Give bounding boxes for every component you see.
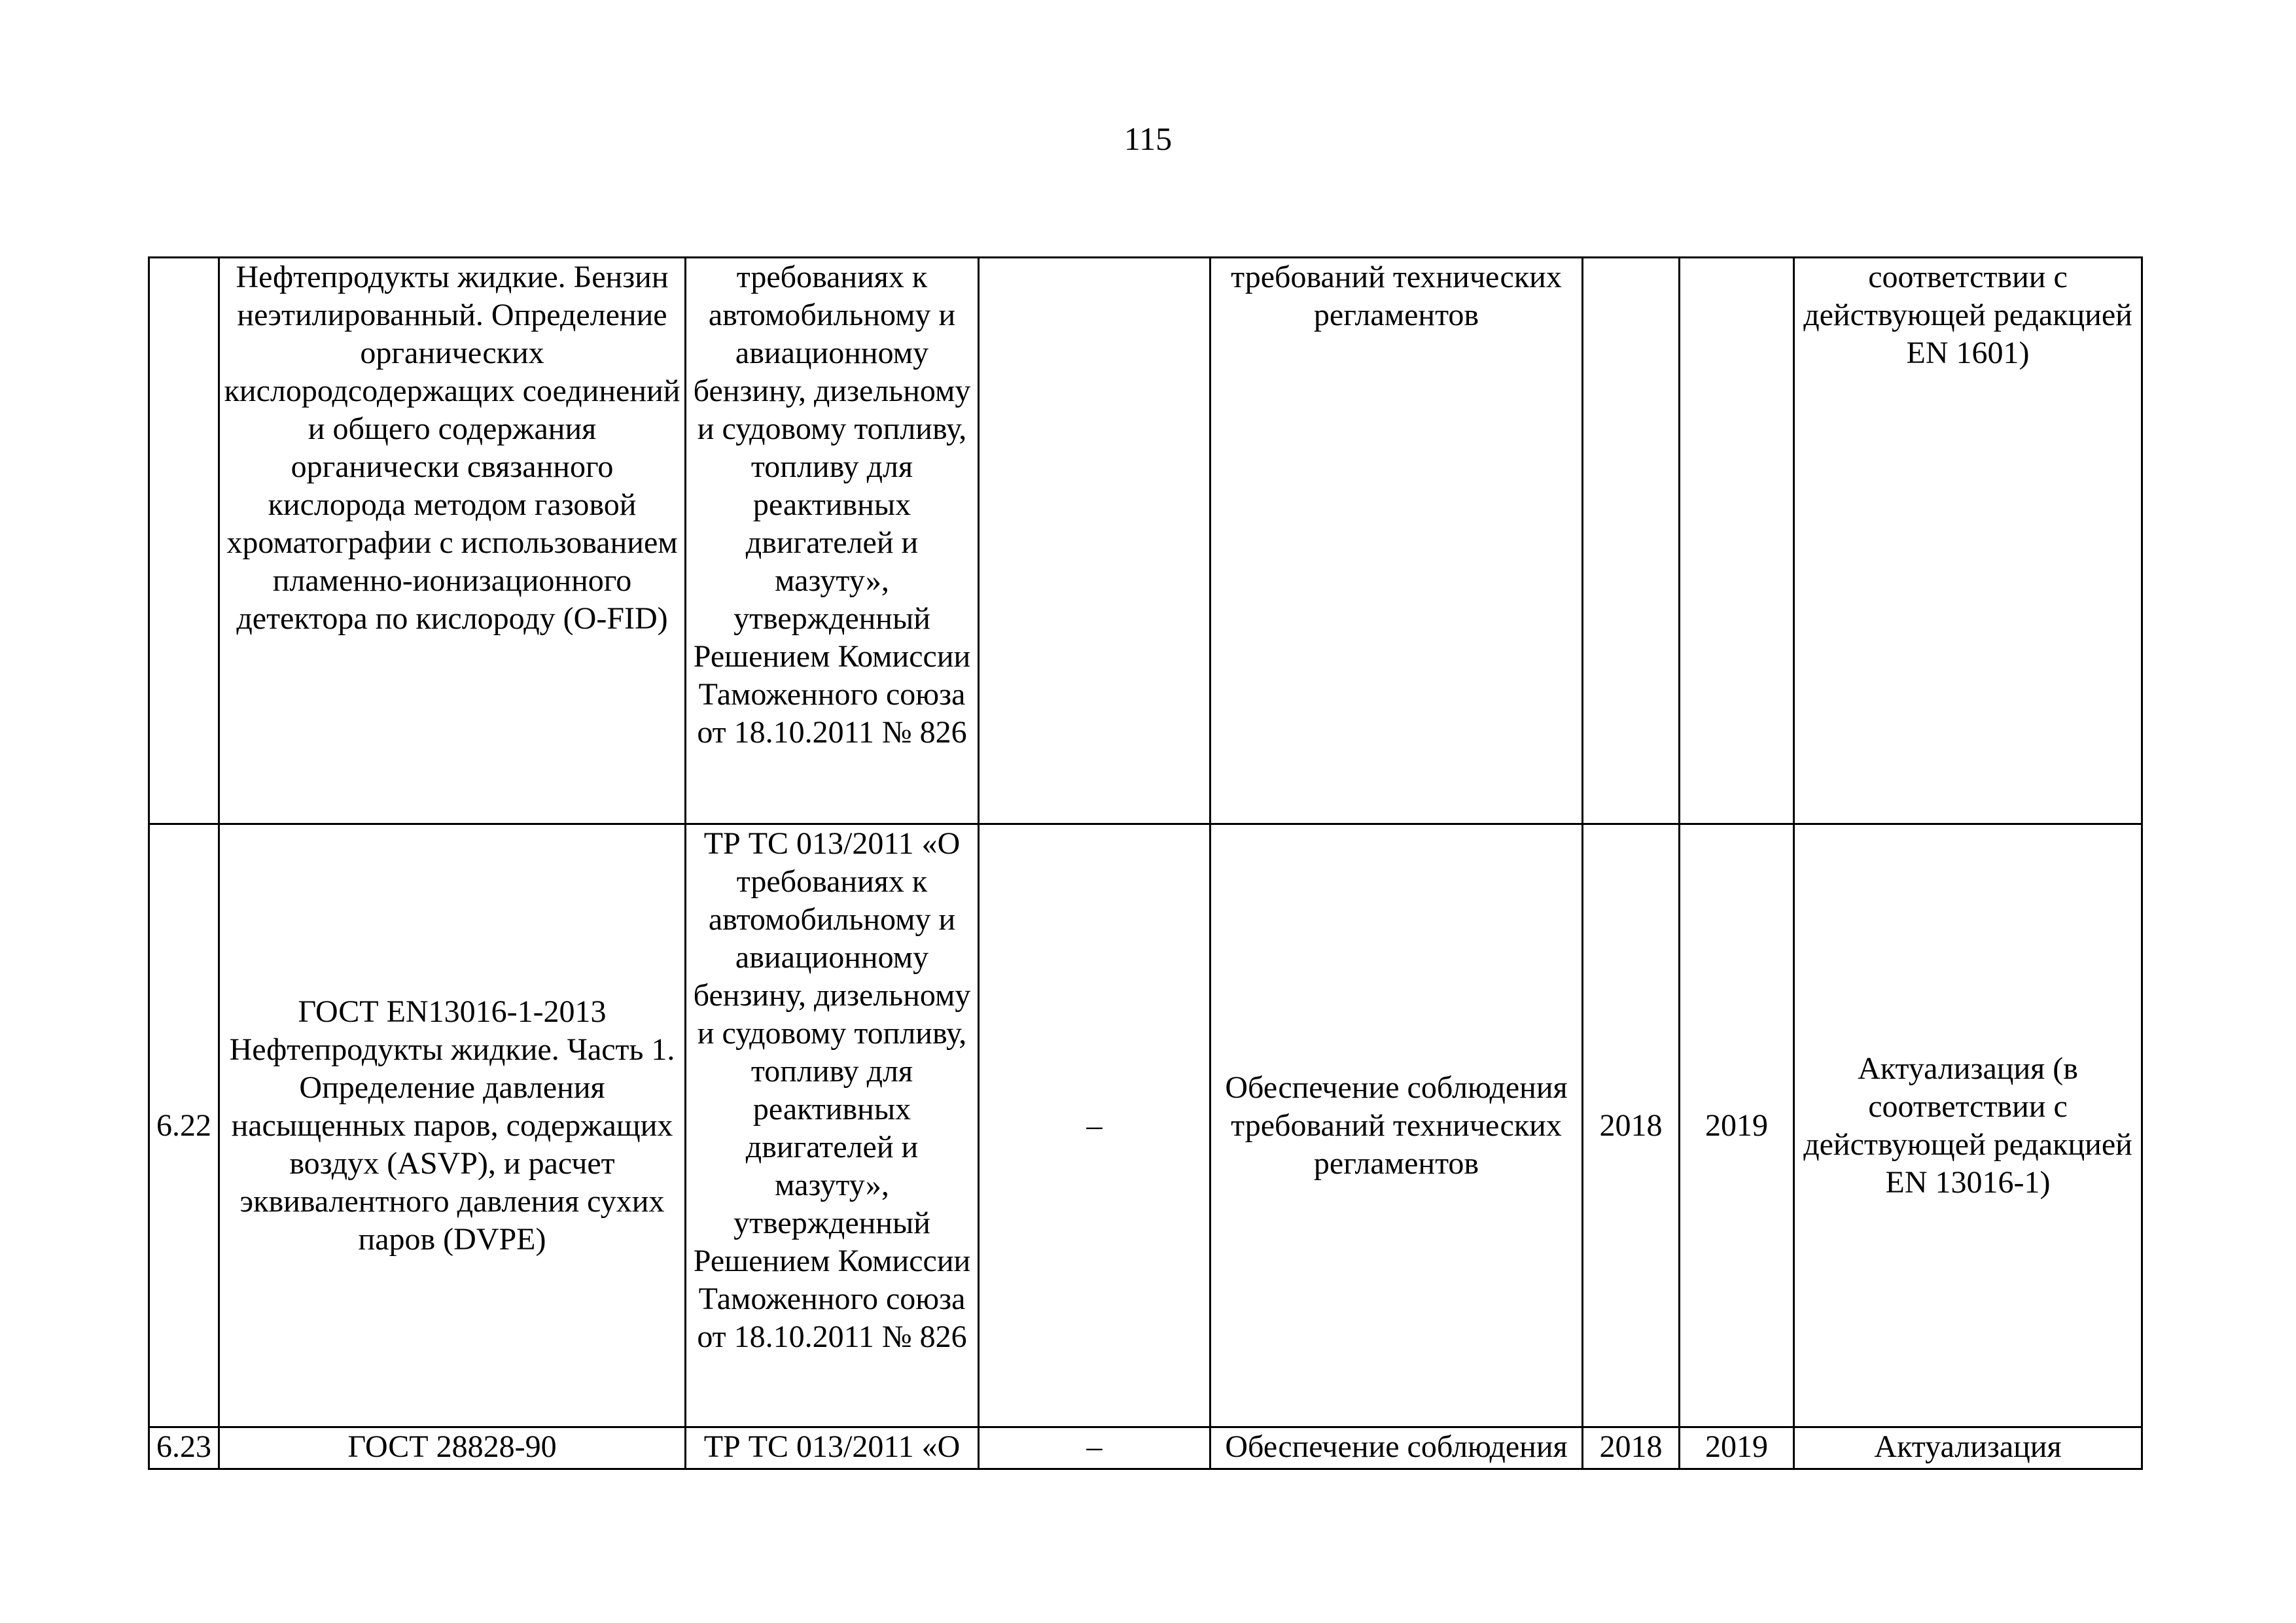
row-number: 6.23 — [149, 1427, 219, 1469]
year-end: 2019 — [1680, 824, 1794, 1427]
year-end: 2019 — [1680, 1427, 1794, 1469]
note: соответствии с действующей редакцией EN 1601) — [1794, 258, 2142, 824]
standards-table — [148, 256, 2143, 1470]
year-start — [1583, 258, 1680, 824]
standard-title: ГОСТ 28828-90 — [219, 1427, 686, 1469]
year-end — [1680, 258, 1794, 824]
note: Актуализация (в соответствии с действующей редакцией EN 13016-1) — [1794, 824, 2142, 1427]
column-4-value: – — [979, 824, 1210, 1427]
page-number: 115 — [1123, 120, 1173, 157]
year-start: 2018 — [1583, 1427, 1680, 1469]
column-4-value: – — [979, 1427, 1210, 1469]
table-row — [149, 824, 2142, 1427]
row-number — [149, 258, 219, 824]
regulation-reference: ТР ТС 013/2011 «О — [686, 1427, 979, 1469]
note: Актуализация — [1794, 1427, 2142, 1469]
standard-title: ГОСТ EN13016-1-2013 Нефтепродукты жидкие. Часть 1. Определение давления насыщенных паров, содержащих воздух (ASVP), и расчет эквивалентного давления сухих паров (DVPE) — [219, 824, 686, 1427]
year-start: 2018 — [1583, 824, 1680, 1427]
table-row — [149, 258, 2142, 824]
standard-title: Нефтепродукты жидкие. Бензин неэтилированный. Определение органических кислородсодержащих соединений и общего содержания органически связанного кислорода методом газовой хроматографии с использованием пламенно-ионизационного детектора по кислороду (O-FID) — [219, 258, 686, 824]
row-number: 6.22 — [149, 824, 219, 1427]
regulation-reference: ТР ТС 013/2011 «О требованиях к автомобильному и авиационному бензину, дизельному и судовому топливу, топливу для реактивных двигателей и мазуту», утвержденный Решением Комиссии Таможенного союза от 18.10.2011 № 826 — [686, 824, 979, 1427]
purpose: Обеспечение соблюдения — [1210, 1427, 1583, 1469]
purpose: Обеспечение соблюдения требований технических регламентов — [1210, 824, 1583, 1427]
table-row — [149, 1427, 2142, 1469]
column-4-value — [979, 258, 1210, 824]
purpose: требований технических регламентов — [1210, 258, 1583, 824]
regulation-reference: требованиях к автомобильному и авиационному бензину, дизельному и судовому топливу, топливу для реактивных двигателей и мазуту», утвержденный Решением Комиссии Таможенного союза от 18.10.2011 № 826 — [686, 258, 979, 824]
